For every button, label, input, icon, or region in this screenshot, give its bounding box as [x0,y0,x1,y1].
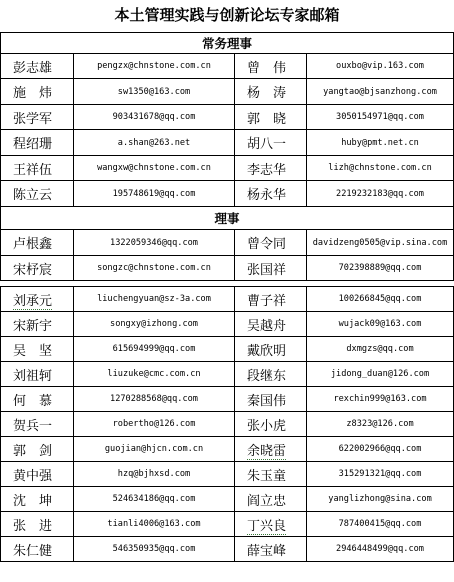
email-cell[interactable]: 100266845@qq.com [307,287,454,312]
name-cell: 刘祖轲 [1,362,74,387]
email-cell[interactable]: 2219232183@qq.com [307,181,454,207]
email-cell[interactable]: 702398889@qq.com [307,256,454,281]
name-cell: 吴越舟 [235,312,307,337]
name-cell: 曾令同 [235,230,307,256]
name-cell: 宋新宇 [1,312,74,337]
section-header-row [1,207,454,230]
name-cell [235,437,307,462]
name-cell: 曹子祥 [235,287,307,312]
email-cell[interactable]: jidong_duan@126.com [307,362,454,387]
email-cell[interactable]: yangtao@bjsanzhong.com [307,79,454,105]
table-row [1,256,454,281]
section-header-row [1,33,454,54]
email-cell[interactable]: songzc@chnstone.com.cn [74,256,235,281]
name-cell: 杨永华 [235,181,307,207]
email-cell[interactable]: liuchengyuan@sz-3a.com [74,287,235,312]
email-cell[interactable]: songxy@izhong.com [74,312,235,337]
email-cell[interactable]: 1322059346@qq.com [74,230,235,256]
name-cell: 张学军 [1,105,74,130]
email-cell[interactable]: a.shan@263.net [74,130,235,156]
email-cell[interactable]: sw1350@163.com [74,79,235,105]
name-cell: 陈立云 [1,181,74,207]
email-cell[interactable]: z8323@126.com [307,412,454,437]
email-cell[interactable]: pengzx@chnstone.com.cn [74,54,235,79]
name-cell: 张小虎 [235,412,307,437]
table-row [1,512,454,537]
email-cell[interactable]: huby@pmt.net.cn [307,130,454,156]
table-row [1,312,454,337]
table-row [1,362,454,387]
name-cell [235,512,307,537]
name-cell: 阎立忠 [235,487,307,512]
table-row [1,230,454,256]
email-cell[interactable]: 315291321@qq.com [307,462,454,487]
table-row [1,462,454,487]
table-row [1,79,454,105]
section-title-standing: 常务理事 [1,33,454,54]
email-cell[interactable]: wujack09@163.com [307,312,454,337]
name-cell: 杨 涛 [235,79,307,105]
name-cell: 张 进 [1,512,74,537]
email-cell[interactable]: 3050154971@qq.com [307,105,454,130]
name-cell: 彭志雄 [1,54,74,79]
email-cell[interactable]: 2946448499@qq.com [307,537,454,562]
name-cell: 朱仁健 [1,537,74,562]
email-cell[interactable]: wangxw@chnstone.com.cn [74,156,235,181]
name-cell: 郭 晓 [235,105,307,130]
name-text: 丁兴良 [247,518,287,534]
table-row [1,105,454,130]
email-cell[interactable]: 787400415@qq.com [307,512,454,537]
email-cell[interactable]: hzq@bjhxsd.com [74,462,235,487]
table-row [1,181,454,207]
name-cell: 朱玉童 [235,462,307,487]
name-cell: 李志华 [235,156,307,181]
table-row [1,487,454,512]
name-cell: 张国祥 [235,256,307,281]
email-cell[interactable]: rexchin999@163.com [307,387,454,412]
name-cell: 薛宝峰 [235,537,307,562]
table-row [1,437,454,462]
email-cell[interactable]: 524634186@qq.com [74,487,235,512]
section-title-directors: 理事 [1,207,454,230]
name-cell: 段继东 [235,362,307,387]
name-cell: 吴 坚 [1,337,74,362]
email-cell[interactable]: 1270288568@qq.com [74,387,235,412]
name-text: 刘承元 [13,293,53,309]
email-cell[interactable]: davidzeng0505@vip.sina.com [307,230,454,256]
email-cell[interactable]: robertho@126.com [74,412,235,437]
email-cell[interactable]: liuzuke@cmc.com.cn [74,362,235,387]
table-row [1,537,454,562]
expert-email-table [0,32,454,562]
page-title: 本土管理实践与创新论坛专家邮箱 [114,6,340,24]
name-cell: 程绍珊 [1,130,74,156]
name-cell: 施 炜 [1,79,74,105]
name-cell: 沈 坤 [1,487,74,512]
name-cell: 宋杼宸 [1,256,74,281]
name-cell: 何 慕 [1,387,74,412]
name-cell: 戴欣明 [235,337,307,362]
table-row [1,54,454,79]
name-cell: 卢根鑫 [1,230,74,256]
email-cell[interactable]: 195748619@qq.com [74,181,235,207]
email-cell[interactable]: yanglizhong@sina.com [307,487,454,512]
name-cell: 秦国伟 [235,387,307,412]
name-cell: 郭 剑 [1,437,74,462]
email-cell[interactable]: 622002966@qq.com [307,437,454,462]
email-cell[interactable]: dxmgzs@qq.com [307,337,454,362]
name-cell [1,287,74,312]
name-text: 余晓雷 [247,443,287,459]
table-row [1,287,454,312]
name-cell: 黄中强 [1,462,74,487]
email-cell[interactable]: 615694999@qq.com [74,337,235,362]
table-row [1,130,454,156]
name-cell: 贺兵一 [1,412,74,437]
name-cell: 曾 伟 [235,54,307,79]
email-cell[interactable]: guojian@hjcn.com.cn [74,437,235,462]
table-row [1,337,454,362]
email-cell[interactable]: 903431678@qq.com [74,105,235,130]
email-cell[interactable]: ouxbo@vip.163.com [307,54,454,79]
name-cell: 胡八一 [235,130,307,156]
email-cell[interactable]: lizh@chnstone.com.cn [307,156,454,181]
table-row [1,412,454,437]
table-row [1,387,454,412]
email-cell[interactable]: 546350935@qq.com [74,537,235,562]
name-cell: 王祥伍 [1,156,74,181]
table-row [1,156,454,181]
email-cell[interactable]: tianli4006@163.com [74,512,235,537]
